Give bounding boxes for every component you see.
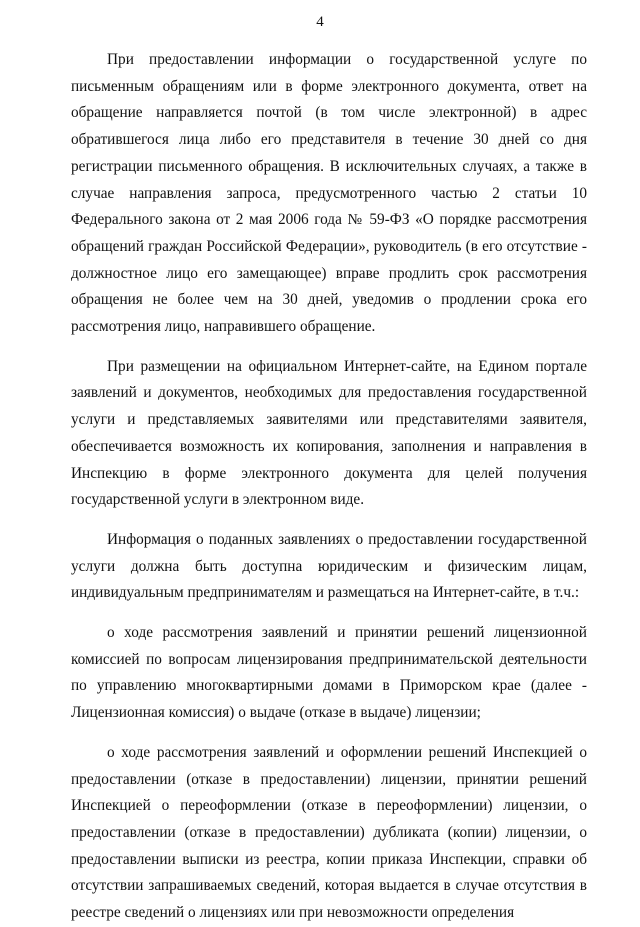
page-number: 4 [316,14,324,30]
paragraph-inspection-decisions: о ходе рассмотрения заявлений и оформлении решений Инспекцией о предоставлении (отказе в предоставлении) лицензии, принятии решений Инспекцией о переоформлении (отказе в переоформлении) лицензии, о предоставлении (отказе в предоставлении) дубликата (копии) лицензии, о предоставлении выписки из реестра, копии приказа Инспекции, справки об отсутствии запрашиваемых сведений, которая выдается в случае отсутствия в реестре сведений о лицензиях или при невозможности определения [71,743,587,922]
document-body [71,47,587,927]
paragraph-applications-info: Информация о поданных заявлениях о предоставлении государственной услуги должна быть доступна юридическим и физическим лицам, индивидуальным предпринимателям и размещаться на Интернет-сайте, в т.ч.: [71,530,587,602]
paragraph-internet-site: При размещении на официальном Интернет-сайте, на Едином портале заявлений и документов, необходимых для предоставления государственной услуги и представляемых заявителями или представителями заявителя, обеспечивается возможность их копирования, заполнения и направления в Инспекцию в форме электронного документа для целей получения государственной услуги в электронном виде. [71,357,587,509]
paragraph-license-commission: о ходе рассмотрения заявлений и принятии решений лицензионной комиссией по вопросам лицензирования предпринимательской деятельности по управлению многоквартирными домами в Приморском крае (далее - Лицензионная комиссия) о выдаче (отказе в выдаче) лицензии; [71,624,587,722]
paragraph-info-response: При предоставлении информации о государственной услуге по письменным обращениям или в форме электронного документа, ответ на обращение направляется почтой (в том числе электронной) в адрес обратившегося лица либо его представителя в течение 30 дней со дня регистрации письменного обращения. В исключительных случаях, а также в случае направления запроса, предусмотренного частью 2 статьи 10 Федерального закона от 2 мая 2006 года № 59-ФЗ «О порядке рассмотрения обращений граждан Российской Федерации», руководитель (в его отсутствие - должностное лицо его замещающее) вправе продлить срок рассмотрения обращения не более чем на 30 дней, уведомив о продлении срока его рассмотрения лицо, направившего обращение. [71,51,587,336]
